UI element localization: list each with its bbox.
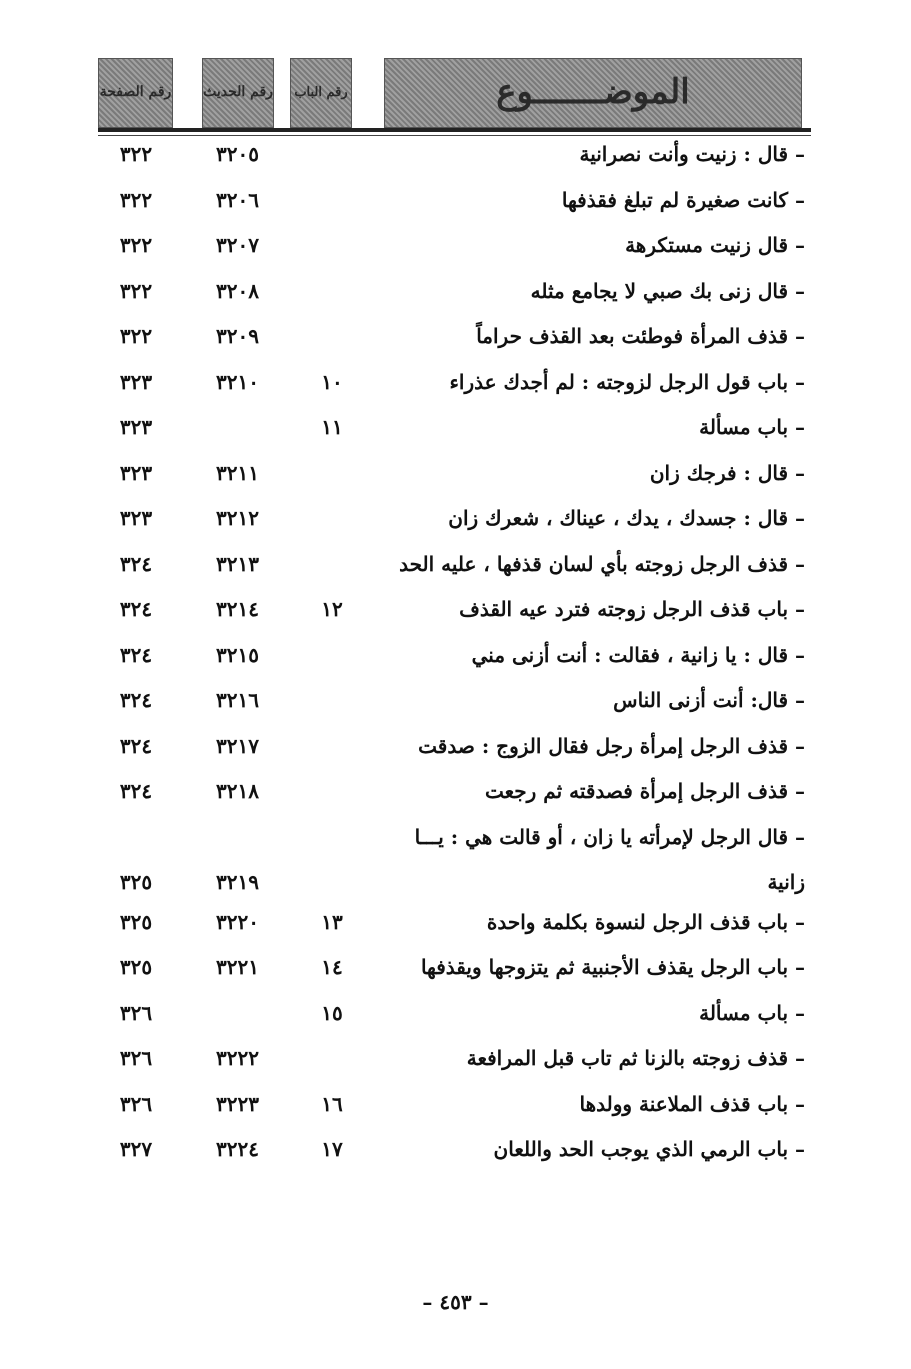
page-number-cell: ٣٢٦ (119, 1000, 153, 1025)
header-topic: الموضـــــــوع (384, 58, 802, 128)
topic-text: – باب مسألة (699, 415, 805, 439)
page-number: – ٤٥٣ – (422, 1290, 489, 1314)
bab-number: ١٦ (321, 1091, 343, 1116)
table-row (0, 773, 911, 819)
topic-text: – كانت صغيرة لم تبلغ فقذفها (561, 187, 805, 212)
hadith-number: ٣٢٠٧ (216, 233, 259, 257)
topic-text: – قال زنيت مستكرهة (625, 233, 805, 257)
hadith-number: ٣٢٢٢ (216, 1046, 259, 1070)
page-number-cell: ٣٢٤ (119, 688, 153, 712)
topic-text: – قذف زوجته بالزنا ثم تاب قبل المرافعة (466, 1046, 805, 1070)
page-number-cell: ٣٢٥ (119, 955, 153, 979)
page-number-cell: ٣٢٢ (119, 187, 153, 212)
table-row (0, 273, 911, 319)
page-number-cell: ٣٢٦ (119, 1046, 153, 1070)
table-row (0, 455, 911, 501)
table-row (0, 409, 911, 455)
hadith-number: ٣٢٢١ (216, 955, 259, 979)
table-row (0, 682, 911, 728)
table-row (0, 546, 911, 592)
page-number-cell: ٣٢٢ (119, 142, 153, 166)
hadith-number: ٣٢٢٣ (216, 1091, 259, 1116)
hadith-number: ٣٢١٤ (216, 597, 259, 621)
bab-number: ١٠ (321, 369, 343, 394)
hadith-number: ٣٢١٩ (216, 869, 259, 894)
topic-text: – باب قول الرجل لزوجته : لم أجدك عذراء (449, 369, 805, 394)
table-row (0, 318, 911, 364)
bab-number: ١١ (321, 415, 343, 439)
hadith-number: ٣٢١٣ (216, 551, 259, 576)
page-number-cell: ٣٢٤ (119, 597, 153, 621)
topic-text: – قذف الرجل زوجته بأي لسان قذفها ، عليه الحد (399, 551, 805, 576)
bab-number: ١٥ (321, 1000, 343, 1025)
topic-text: – قال زنى بك صبي لا يجامع مثله (530, 278, 805, 303)
topic-text: – باب قذف الرجل لنسوة بكلمة واحدة (486, 909, 805, 934)
bab-number: ١٢ (321, 597, 343, 621)
topic-text: – قال الرجل لإمرأته يا زان ، أو قالت هي : يـــا (414, 824, 805, 849)
page-number-cell: ٣٢٤ (119, 779, 153, 803)
page-number-cell: ٣٢٣ (119, 460, 153, 485)
hadith-number: ٣٢١٧ (216, 733, 259, 758)
hadith-number: ٣٢٠٦ (216, 187, 259, 212)
table-row (0, 904, 911, 950)
table-row (0, 864, 911, 904)
topic-text: – قال : زنيت وأنت نصرانية (579, 142, 805, 166)
table-row (0, 136, 911, 182)
table-row (0, 364, 911, 410)
table-row (0, 1086, 911, 1132)
hadith-number: ٣٢١٨ (216, 779, 259, 803)
hadith-number: ٣٢٠٥ (216, 142, 259, 166)
hadith-number: ٣٢١٥ (216, 642, 259, 667)
topic-text: زانية (767, 869, 805, 894)
table-row (0, 995, 911, 1041)
page-number-cell: ٣٢٦ (119, 1091, 153, 1116)
table-header (98, 58, 803, 133)
index-table (0, 136, 911, 1177)
table-row (0, 728, 911, 774)
topic-text: – قذف المرأة فوطئت بعد القذف حراماً (476, 324, 805, 348)
hadith-number: ٣٢١١ (216, 460, 259, 485)
hadith-number: ٣٢١٦ (216, 688, 259, 712)
topic-text: – قذف الرجل إمرأة رجل فقال الزوج : صدقت (418, 733, 805, 758)
hadith-number: ٣٢٢٤ (216, 1137, 259, 1161)
topic-text: – باب قذف الرجل زوجته فترد عيه القذف (459, 597, 805, 621)
page-number-cell: ٣٢٢ (119, 278, 153, 303)
topic-text: – قال : فرجك زان (649, 460, 805, 485)
table-row (0, 1040, 911, 1086)
topic-text: – باب قذف الملاعنة وولدها (579, 1091, 805, 1116)
table-row (0, 227, 911, 273)
table-row (0, 591, 911, 637)
page-number-cell: ٣٢٤ (119, 642, 153, 667)
table-row (0, 637, 911, 683)
topic-text: – قال : جسدك ، يدك ، عيناك ، شعرك زان (448, 506, 805, 530)
topic-text: – قذف الرجل إمرأة فصدقته ثم رجعت (484, 779, 805, 803)
hadith-number: ٣٢١٠ (216, 369, 259, 394)
topic-text: – باب الرجل يقذف الأجنبية ثم يتزوجها ويقذفها (420, 955, 805, 979)
page-number-cell: ٣٢٥ (119, 909, 153, 934)
hadith-number: ٣٢٠٩ (216, 324, 259, 348)
bab-number: ١٣ (321, 909, 343, 934)
bab-number: ١٤ (321, 955, 343, 979)
page-number-cell: ٣٢٢ (119, 324, 153, 348)
page-number-cell: ٣٢٣ (119, 506, 153, 530)
page-number-cell: ٣٢٤ (119, 733, 153, 758)
topic-text: – باب الرمي الذي يوجب الحد واللعان (493, 1137, 805, 1161)
hadith-number: ٣٢٢٠ (216, 909, 259, 934)
table-row (0, 949, 911, 995)
page-number-cell: ٣٢٧ (119, 1137, 153, 1161)
hadith-number: ٣٢١٢ (216, 506, 259, 530)
page-number-cell: ٣٢٢ (119, 233, 153, 257)
table-row (0, 182, 911, 228)
header-page-number: رقم الصفحة (98, 58, 173, 128)
table-row (0, 819, 911, 864)
bab-number: ١٧ (321, 1137, 343, 1161)
page-number-cell: ٣٢٣ (119, 415, 153, 439)
topic-text: – قال: أنت أزنى الناس (613, 688, 805, 712)
topic-text: – قال : يا زانية ، فقالت : أنت أزنى مني (471, 642, 805, 667)
table-row (0, 1131, 911, 1177)
hadith-number: ٣٢٠٨ (216, 278, 259, 303)
topic-text: – باب مسألة (699, 1000, 805, 1025)
header-bab-number: رقم الباب (290, 58, 352, 128)
header-rule (98, 128, 811, 132)
header-hadith-number: رقم الحديث (202, 58, 274, 128)
page-number-cell: ٣٢٤ (119, 551, 153, 576)
page-number-cell: ٣٢٣ (119, 369, 153, 394)
page-number-cell: ٣٢٥ (119, 869, 153, 894)
table-row (0, 500, 911, 546)
